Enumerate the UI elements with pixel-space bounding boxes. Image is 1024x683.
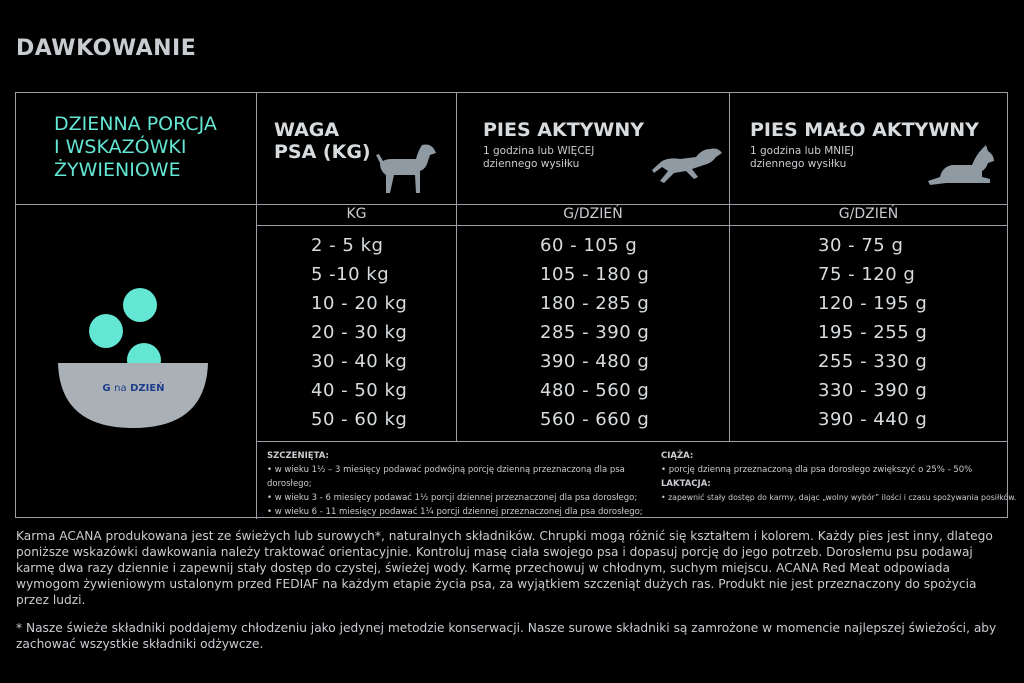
page-title: DAWKOWANIE bbox=[16, 36, 197, 61]
pregnancy-title: CIĄŻA: bbox=[661, 451, 694, 461]
active-column bbox=[540, 231, 649, 434]
puppies-note: • w wieku 6 - 11 miesięcy podawać 1¼ porcji dziennej przeznaczonej dla psa dorosłego; bbox=[267, 507, 643, 517]
active-value: 560 - 660 g bbox=[540, 409, 650, 430]
inactive-value: 195 - 255 g bbox=[818, 322, 928, 343]
puppies-note: • w wieku 1½ – 3 miesięcy podawać podwójną porcję dzienną przeznaczoną dla psa dorosłego; bbox=[267, 465, 625, 489]
intro-line: DZIENNA PORCJA bbox=[54, 113, 217, 135]
inactive-value: 30 - 75 g bbox=[818, 235, 904, 256]
weight-value: 20 - 30 kg bbox=[311, 322, 408, 343]
puppies-note: • w wieku 3 - 6 miesięcy podawać 1½ porcji dziennej przeznaczonej dla psa dorosłego; bbox=[267, 493, 638, 503]
puppies-notes bbox=[267, 449, 662, 519]
inactive-column bbox=[818, 231, 927, 434]
active-header-title: PIES AKTYWNY bbox=[483, 119, 645, 141]
weight-header-line: WAGA bbox=[274, 119, 340, 141]
divider bbox=[729, 93, 730, 441]
weight-header-line: PSA (KG) bbox=[274, 141, 371, 163]
divider bbox=[456, 93, 457, 441]
active-value: 285 - 390 g bbox=[540, 322, 650, 343]
inactive-value: 120 - 195 g bbox=[818, 293, 928, 314]
inactive-unit: G/DZIEŃ bbox=[838, 206, 899, 222]
divider bbox=[256, 225, 1007, 226]
bowl-label-na: na bbox=[114, 383, 127, 394]
lactation-title: LAKTACJA: bbox=[661, 479, 711, 489]
active-value: 60 - 105 g bbox=[540, 235, 638, 256]
pregnancy-notes bbox=[661, 449, 1017, 505]
running-dog-icon bbox=[652, 143, 724, 189]
intro-line: ŻYWIENIOWE bbox=[54, 159, 181, 181]
weight-value: 40 - 50 kg bbox=[311, 380, 408, 401]
weight-column bbox=[311, 231, 407, 434]
intro-line: I WSKAZÓWKI bbox=[54, 136, 187, 158]
active-value: 480 - 560 g bbox=[540, 380, 650, 401]
lactation-note: • zapewnić stały dostęp do karmy, dając „wolny wybór” ilości i czasu spożywania posiłków. bbox=[661, 493, 1017, 502]
active-value: 180 - 285 g bbox=[540, 293, 650, 314]
bowl-icon bbox=[56, 283, 211, 428]
divider bbox=[256, 441, 1007, 442]
active-header-sub: dziennego wysiłku bbox=[483, 158, 580, 170]
inactive-value: 75 - 120 g bbox=[818, 264, 916, 285]
feeding-table bbox=[15, 92, 1017, 518]
inactive-value: 255 - 330 g bbox=[818, 351, 928, 372]
pregnancy-note: • porcję dzienną przeznaczoną dla psa dorosłego zwiększyć o 25% - 50% bbox=[661, 465, 973, 475]
weight-value: 5 -10 kg bbox=[311, 264, 390, 285]
inactive-value: 330 - 390 g bbox=[818, 380, 928, 401]
bowl-label bbox=[56, 383, 211, 394]
weight-value: 10 - 20 kg bbox=[311, 293, 408, 314]
weight-value: 50 - 60 kg bbox=[311, 409, 408, 430]
active-value: 105 - 180 g bbox=[540, 264, 650, 285]
bowl-label-g: G bbox=[102, 383, 111, 394]
weight-header bbox=[274, 119, 371, 163]
weight-value: 30 - 40 kg bbox=[311, 351, 408, 372]
divider bbox=[16, 204, 1007, 205]
footnote-paragraph: * Nasze świeże składniki poddajemy chłodzeniu jako jedynej metodzie konserwacji. Nasze surowe składniki są zamrożone w momencie najlepszej świeżości, aby zachować wszystkie składniki odżywcze. bbox=[16, 621, 997, 651]
bowl-label-dzien: DZIEŃ bbox=[130, 383, 165, 394]
active-header-sub: 1 godzina lub WIĘCEJ bbox=[483, 145, 595, 157]
weight-unit: KG bbox=[346, 206, 367, 222]
divider bbox=[256, 93, 257, 519]
standing-dog-icon bbox=[372, 141, 438, 197]
lying-dog-icon bbox=[926, 145, 996, 187]
intro-heading bbox=[54, 113, 217, 182]
description-paragraph: Karma ACANA produkowana jest ze świeżych lub surowych*, naturalnych składników. Chrupki mogą różnić się kształtem i kolorem. Każdy pies jest inny, dlatego poniższe wskazówki dawkowania należy traktować orientacyjnie. Kontroluj masę ciała swojego psa i dopasuj porcję do jego potrzeb. Dorosłemu psu podawaj karmę dwa razy dziennie i zapewnij stały dostęp do czystej, świeżej wody. Karmę przechowuj w chłodnym, suchym miejscu. ACANA Red Meat odpowiada wymogom żywieniowym ustalonym przed FEDIAF na każdym etapie życia psa, za wyjątkiem szczeniąt dużych ras. Produkt nie jest przeznaczony do spożycia przez ludzi. bbox=[16, 529, 993, 607]
active-header bbox=[483, 119, 644, 171]
weight-value: 2 - 5 kg bbox=[311, 235, 384, 256]
puppies-title: SZCZENIĘTA: bbox=[267, 451, 329, 461]
active-value: 390 - 480 g bbox=[540, 351, 650, 372]
inactive-value: 390 - 440 g bbox=[818, 409, 928, 430]
active-unit: G/DZIEŃ bbox=[563, 206, 623, 222]
inactive-header-title: PIES MAŁO AKTYWNY bbox=[750, 119, 979, 141]
inactive-header-sub: 1 godzina lub MNIEJ bbox=[750, 145, 854, 157]
inactive-header-sub: dziennego wysiłku bbox=[750, 158, 847, 170]
